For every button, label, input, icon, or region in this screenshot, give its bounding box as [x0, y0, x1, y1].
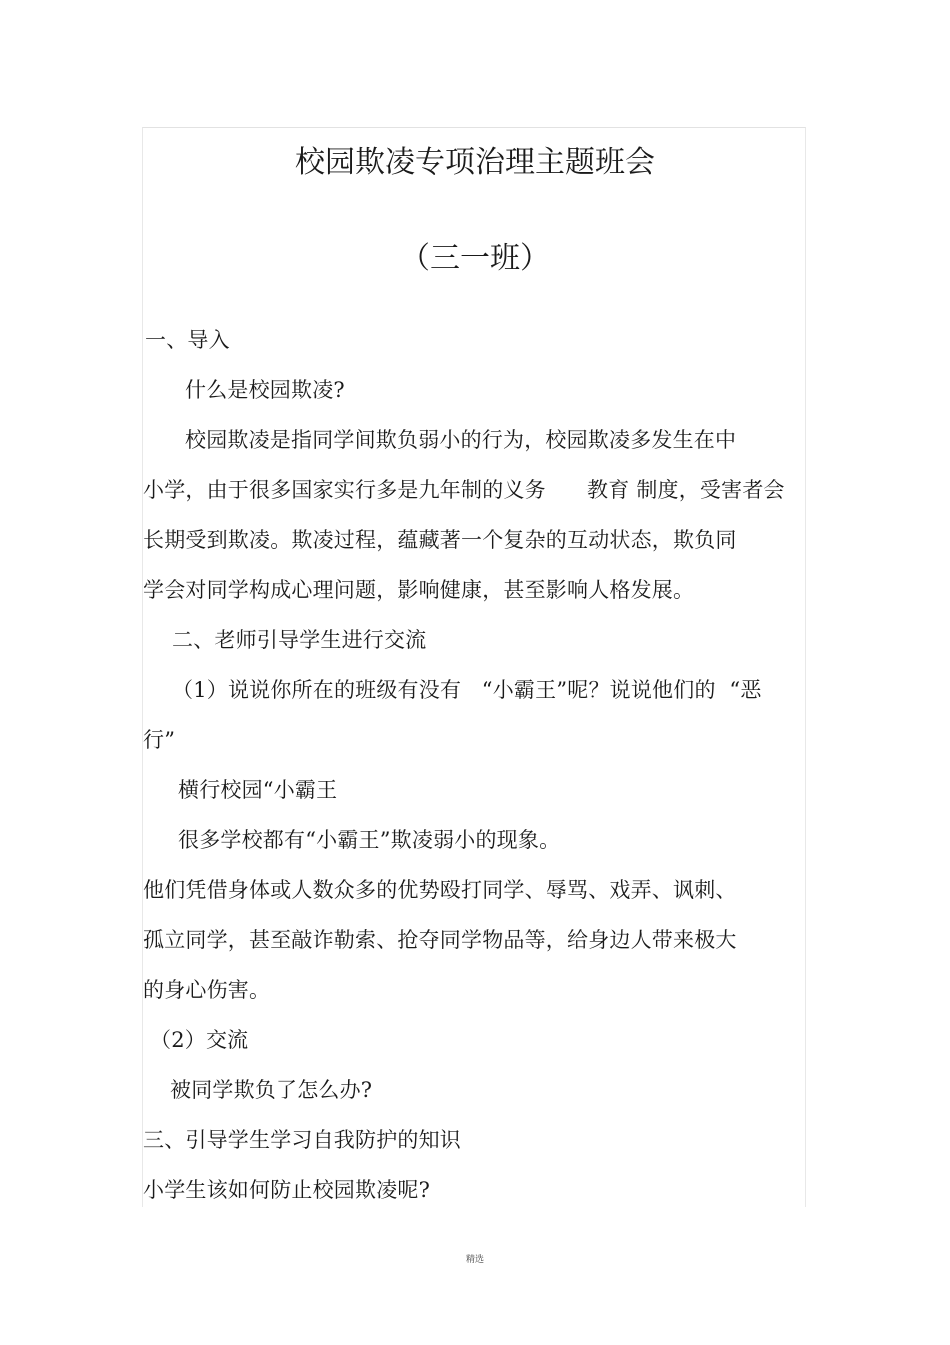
document-title: 校园欺凌专项治理主题班会 — [295, 145, 655, 180]
document-subtitle: （三一班） — [400, 241, 550, 276]
section-heading-self-protection: 三、引导学生学习自我防护的知识 — [143, 1128, 461, 1152]
subheading-discuss: （2）交流 — [150, 1028, 249, 1052]
section-heading-intro: 一、导入 — [145, 328, 230, 352]
section-heading-exchange: 二、老师引导学生进行交流 — [172, 628, 427, 652]
paragraph-line: 的身心伤害。 — [143, 978, 271, 1002]
question-line: （1）说说你所在的班级有没有 “小霸王”呢？说说他们的 “恶 — [172, 678, 762, 702]
paragraph-line: 长期受到欺凌。欺凌过程，蕴藏著一个复杂的互动状态，欺负同 — [143, 528, 737, 552]
question-line: 被同学欺负了怎么办? — [170, 1078, 373, 1102]
paragraph-line: 孤立同学，甚至敲诈勒索、抢夺同学物品等，给身边人带来极大 — [143, 928, 737, 952]
paragraph-line: 校园欺凌是指同学间欺负弱小的行为，校园欺凌多发生在中 — [185, 428, 737, 452]
question-what-is-bullying: 什么是校园欺凌? — [185, 378, 345, 402]
page-footer: 精选 — [465, 1255, 484, 1265]
question-line: 小学生该如何防止校园欺凌呢? — [143, 1178, 431, 1202]
question-line: 行” — [143, 728, 176, 752]
paragraph-line: 很多学校都有“小霸王”欺凌弱小的现象。 — [178, 828, 561, 852]
subheading-bully: 横行校园“小霸王 — [178, 778, 338, 802]
paragraph-line: 小学，由于很多国家实行多是九年制的义务 教育 制度，受害者会 — [143, 478, 785, 502]
paragraph-line: 他们凭借身体或人数众多的优势殴打同学、辱骂、戏弄、讽刺、 — [143, 878, 737, 902]
paragraph-line: 学会对同学构成心理问题，影响健康，甚至影响人格发展。 — [143, 578, 695, 602]
